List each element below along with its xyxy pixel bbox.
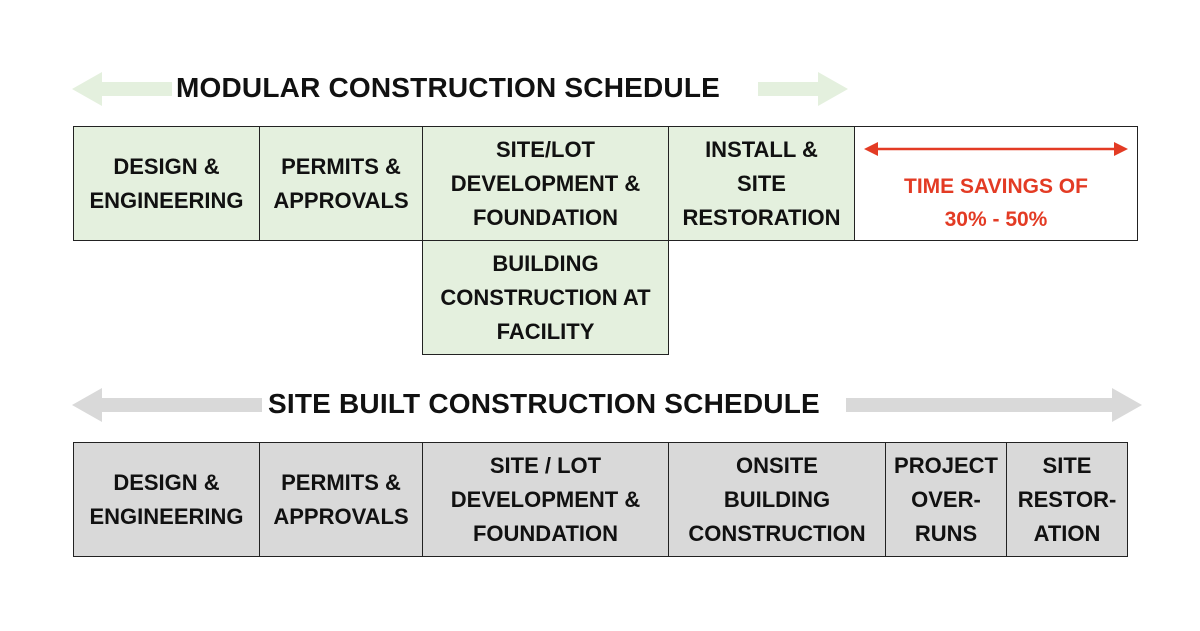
modular-install-site-restoration-box: INSTALL & SITE RESTORATION xyxy=(668,126,855,241)
modular-permits-approvals-box: PERMITS & APPROVALS xyxy=(259,126,423,241)
time-savings-double-arrow xyxy=(864,139,1128,159)
building-construction-at-facility-box: BUILDING CONSTRUCTION AT FACILITY xyxy=(422,240,669,355)
site-built-site-lot-development-box: SITE / LOT DEVELOPMENT & FOUNDATION xyxy=(422,442,669,557)
site-built-left-arrow xyxy=(72,388,262,422)
time-savings-text: TIME SAVINGS OF 30% - 50% xyxy=(904,175,1088,231)
site-restoration-box: SITE RESTOR- ATION xyxy=(1006,442,1128,557)
project-overruns-box: PROJECT OVER- RUNS xyxy=(885,442,1007,557)
modular-right-arrow xyxy=(758,72,848,106)
modular-design-engineering-box: DESIGN & ENGINEERING xyxy=(73,126,260,241)
modular-schedule-title: MODULAR CONSTRUCTION SCHEDULE xyxy=(176,72,721,103)
site-built-schedule-title: SITE BUILT CONSTRUCTION SCHEDULE xyxy=(268,388,820,419)
site-built-design-engineering-box: DESIGN & ENGINEERING xyxy=(73,442,260,557)
modular-site-lot-development-box: SITE/LOT DEVELOPMENT & FOUNDATION xyxy=(422,126,669,241)
site-built-right-arrow xyxy=(846,388,1142,422)
onsite-building-construction-box: ONSITE BUILDING CONSTRUCTION xyxy=(668,442,886,557)
site-built-permits-approvals-box: PERMITS & APPROVALS xyxy=(259,442,423,557)
modular-left-arrow xyxy=(72,72,172,106)
